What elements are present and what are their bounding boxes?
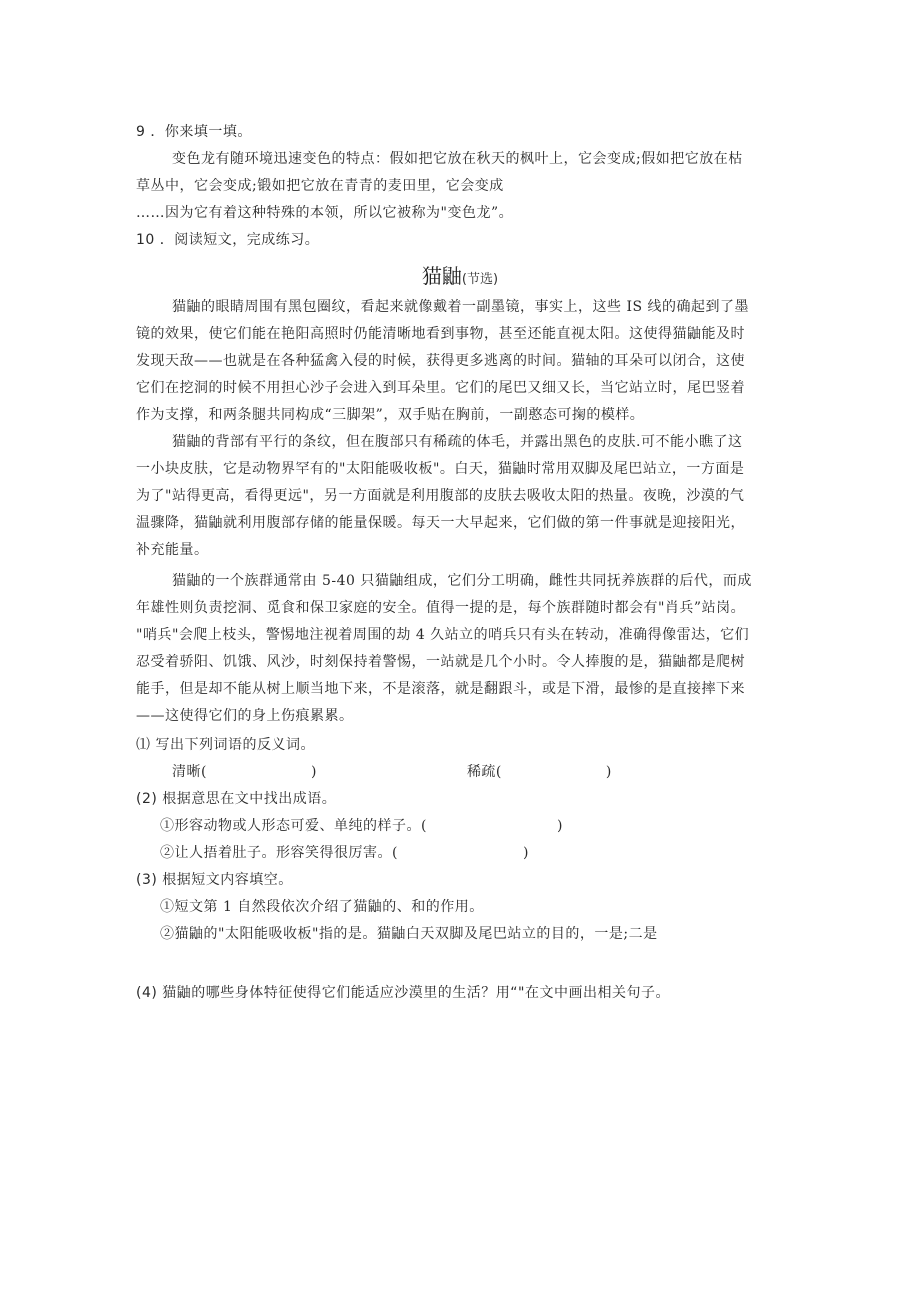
passage-title-note: (节选) bbox=[461, 272, 499, 287]
idiom-close-1: ) bbox=[556, 818, 563, 834]
idiom-close-2: ) bbox=[522, 845, 529, 861]
antonym-word-2-close: ) bbox=[605, 764, 612, 780]
idiom-prompt-1: ①形容动物或人形态可爱、单纯的样子。( bbox=[160, 818, 427, 834]
passage-title bbox=[0, 260, 920, 289]
q10-heading: 10 ．阅读短文，完成练习。 bbox=[136, 232, 320, 248]
sub2-heading: (2) 根据意思在文中找出成语。 bbox=[136, 791, 337, 807]
sub1-heading: ⑴ 写出下列词语的反义词。 bbox=[136, 737, 315, 753]
p3-line-6: ——这使得它们的身上伤痕累累。 bbox=[136, 708, 354, 724]
sub3-heading: (3) 根据短文内容填空。 bbox=[136, 872, 293, 888]
p1-line-3: 发现天敌——也就是在各种猛禽入侵的时候，获得更多逃离的时间。猫轴的耳朵可以闭合，这使 bbox=[136, 353, 745, 369]
p1-line-4: 它们在挖洞的时候不用担心沙子会进入到耳朵里。它们的尾巴又细又长，当它站立时，尾巴竖着 bbox=[136, 380, 745, 396]
p3-line-3: "哨兵"会爬上枝头，警惕地注视着周围的劫 4 久站立的哨兵只有头在转动，准确得像雷达，它们 bbox=[136, 627, 750, 643]
antonym-word-1: 清晰( bbox=[172, 764, 207, 780]
sub3-item-1: ①短文第 1 自然段依次介绍了猫鼬的、和的作用。 bbox=[160, 899, 484, 915]
sub2-item-1 bbox=[160, 816, 786, 836]
p1-line-5: 作为支撑，和两条腿共同构成“三脚架”，双手贴在胸前，一副憨态可掬的模样。 bbox=[136, 407, 645, 423]
p2-line-4: 温骤降，猫鼬就利用腹部存储的能量保暖。每天一大早起来，它们做的第一件事就是迎接阳光， bbox=[136, 515, 745, 531]
passage-title-main: 猫鼬 bbox=[421, 264, 462, 288]
p2-line-3: 为了"站得更高，看得更远"，另一方面就是利用腹部的皮肤去吸收太阳的热量。夜晚，沙漠的气 bbox=[136, 488, 745, 504]
p3-line-2: 年雄性则负责挖洞、觅食和保卫家庭的安全。值得一提的是，每个族群随时都会有"肖兵”站岗。 bbox=[136, 600, 746, 616]
sub3-item-2: ②猫鼬的"太阳能吸收板"指的是。猫鼬白天双脚及尾巴站立的目的，一是;二是 bbox=[160, 926, 658, 942]
sub2-item-2 bbox=[160, 843, 786, 863]
p2-line-5: 补充能量。 bbox=[136, 542, 209, 558]
p1-line-2: 镜的效果，使它们能在艳阳高照时仍能清晰地看到事物，甚至还能直视太阳。这使得猫鼬能及时 bbox=[136, 326, 745, 342]
antonym-word-2: 稀疏( bbox=[466, 764, 502, 780]
p2-line-2: 一小块皮肤，它是动物界罕有的"太阳能吸收板"。白天，猫鼬时常用双脚及尾巴站立，一方面是 bbox=[136, 461, 745, 477]
sub1-answers bbox=[172, 762, 786, 782]
p3-line-4: 忍受着骄阳、饥饿、风沙，时刻保持着警惕，一站就是几个小时。令人捧腹的是，猫鼬都是爬树 bbox=[136, 654, 745, 670]
p2-line-1: 猫鼬的背部有平行的条纹，但在腹部只有稀疏的体毛，并露出黑色的皮肤.可不能小瞧了这 bbox=[172, 434, 743, 450]
idiom-prompt-2: ②让人捂着肚子。形容笑得很厉害。( bbox=[160, 845, 398, 861]
p3-line-1: 猫鼬的一个族群通常由 5-40 只猫鼬组成，它们分工明确，雌性共同抚养族群的后代，而成 bbox=[172, 573, 752, 589]
q9-line-2: 草丛中，它会变成;锻如把它放在青青的麦田里，它会变成 bbox=[136, 178, 504, 194]
antonym-word-1-close: ) bbox=[310, 764, 317, 780]
p3-line-5: 能手，但是却不能从树上顺当地下来，不是滚落，就是翻跟斗，或是下滑，最惨的是直接摔下来 bbox=[136, 681, 745, 697]
q9-line-3: ……因为它有着这种特殊的本领，所以它被称为"变色龙”。 bbox=[136, 205, 514, 221]
q9-line-1: 变色龙有随环境迅速变色的特点：假如把它放在秋天的枫叶上，它会变成;假如把它放在枯 bbox=[172, 151, 743, 167]
sub4-heading: (4) 猫鼬的哪些身体特征使得它们能适应沙漠里的生活？用“"在文中画出相关句子。 bbox=[136, 985, 670, 1001]
p1-line-1: 猫鼬的眼睛周围有黑包圈纹，看起来就像戴着一副墨镜，事实上，这些 IS 线的确起到了墨 bbox=[172, 299, 750, 315]
q9-heading: 9 ．你来填一填。 bbox=[136, 124, 252, 140]
